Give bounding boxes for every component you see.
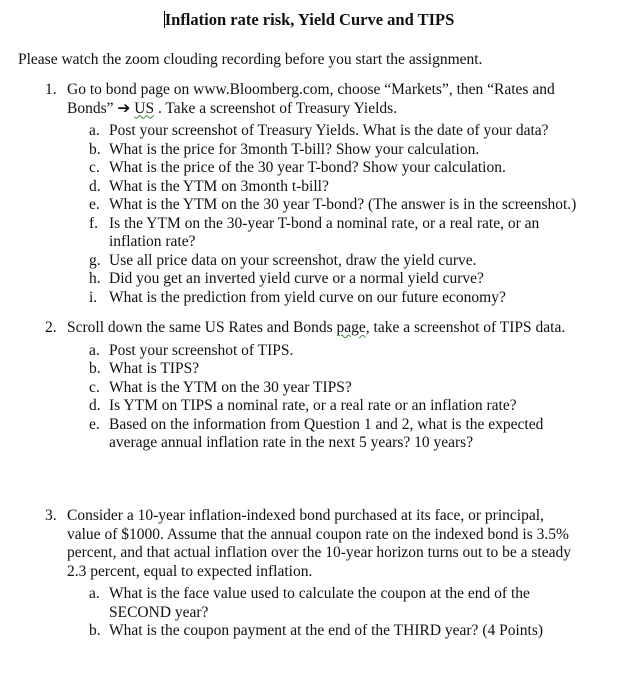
question-text [67, 544, 571, 563]
intro-paragraph: Please watch the zoom clouding recording before you start the assignment. [18, 51, 483, 68]
sub-question-list [0, 342, 618, 453]
question-number: 3. [45, 507, 57, 524]
sub-question-line [0, 434, 618, 453]
sub-question-text: Is YTM on TIPS a nominal rate, or a real rate or an inflation rate? [109, 397, 517, 414]
sub-question-line [0, 196, 618, 215]
sub-question-text: What is the face value used to calculate the coupon at the end of the [109, 585, 530, 602]
text-segment: Scroll down the same US Rates and Bonds [67, 319, 337, 336]
sub-question-line [0, 252, 618, 271]
sub-question-text: What is the YTM on 3month t-bill? [109, 177, 329, 195]
sub-question-letter: d. [89, 177, 101, 195]
sub-question-text: Is the YTM on the 30-year T-bond a nominal rate, or a real rate, or an [109, 214, 540, 232]
text-segment: Go to bond page on www.Bloomberg.com, choose “Markets”, then “Rates and [67, 81, 555, 98]
sub-question-text: What is the coupon payment at the end of the THIRD year? (4 Points) [109, 622, 544, 639]
question-text [67, 526, 569, 545]
text-segment: Consider a 10-year inflation-indexed bond purchased at its face, or principal, [67, 507, 544, 524]
sub-question-letter: a. [89, 585, 100, 602]
text-segment: . Take a screenshot of Treasury Yields. [154, 99, 398, 117]
spellcheck-flagged-word: US [134, 99, 155, 117]
question-number: 2. [45, 319, 57, 336]
sub-question-line [0, 289, 618, 308]
sub-question-letter: b. [89, 622, 101, 639]
sub-question-line [0, 585, 618, 604]
question-3 [0, 507, 618, 641]
question-text [67, 507, 544, 526]
sub-question-text: average annual inflation rate in the next 5 years? 10 years? [109, 434, 474, 451]
question-text [67, 319, 565, 338]
question-2 [0, 319, 618, 453]
sub-question-line [0, 416, 618, 435]
question-line [0, 544, 618, 563]
sub-question-letter: g. [89, 251, 101, 269]
sub-question-text: What is TIPS? [109, 360, 200, 377]
sub-question-letter: a. [89, 122, 100, 139]
question-line [0, 81, 618, 100]
question-text [67, 100, 397, 119]
sub-question-line [0, 233, 618, 252]
text-segment: value of $1000. Assume that the annual coupon rate on the indexed bond is 3.5% [67, 525, 569, 543]
spellcheck-flagged-word: page [336, 319, 366, 336]
question-text [67, 81, 555, 100]
question-1 [0, 81, 618, 307]
sub-question-list [0, 122, 618, 307]
sub-question-letter: c. [89, 378, 100, 396]
question-line [0, 563, 618, 582]
sub-question-line [0, 159, 618, 178]
question-line [0, 100, 618, 119]
text-segment: , take a screenshot of TIPS data. [365, 319, 566, 336]
sub-question-line [0, 215, 618, 234]
text-segment: percent, and that actual inflation over the 10-year horizon turns out to be a steady [67, 544, 571, 561]
sub-question-text: Post your screenshot of TIPS. [109, 341, 294, 359]
sub-question-letter: h. [89, 270, 101, 287]
sub-question-letter: b. [89, 140, 101, 158]
question-line [0, 319, 618, 338]
sub-question-line [0, 141, 618, 160]
sub-question-text: What is the YTM on the 30 year T-bond? (The answer is in the screenshot.) [109, 196, 577, 213]
document-title[interactable] [0, 10, 618, 30]
sub-question-text: Did you get an inverted yield curve or a normal yield curve? [109, 270, 484, 287]
sub-question-letter: i. [89, 288, 98, 306]
sub-question-text: What is the YTM on the 30 year TIPS? [109, 378, 352, 396]
question-line [0, 526, 618, 545]
sub-question-text: What is the prediction from yield curve on our future economy? [109, 288, 506, 306]
title-text: Inflation rate risk, Yield Curve and TIPS [164, 10, 455, 29]
sub-question-letter: f. [89, 214, 99, 232]
sub-question-letter: e. [89, 415, 100, 433]
sub-question-line [0, 270, 618, 289]
sub-question-line [0, 122, 618, 141]
sub-question-line [0, 622, 618, 641]
sub-question-letter: d. [89, 397, 101, 414]
sub-question-line [0, 360, 618, 379]
sub-question-letter: c. [89, 159, 100, 176]
sub-question-line [0, 604, 618, 623]
sub-question-text: Use all price data on your screenshot, draw the yield curve. [109, 251, 477, 269]
sub-question-line [0, 379, 618, 398]
sub-question-letter: a. [89, 341, 100, 359]
text-segment: Bonds” ➔ [67, 99, 135, 117]
sub-question-line [0, 178, 618, 197]
sub-question-list [0, 585, 618, 641]
sub-question-letter: e. [89, 196, 100, 213]
question-text [67, 563, 312, 582]
question-number: 1. [45, 81, 57, 98]
sub-question-text: SECOND year? [109, 603, 209, 621]
sub-question-text: Based on the information from Question 1 and 2, what is the expected [109, 415, 544, 433]
sub-question-line [0, 397, 618, 416]
sub-question-text: What is the price of the 30 year T-bond? Show your calculation. [109, 159, 506, 176]
sub-question-letter: b. [89, 360, 101, 377]
sub-question-text: Post your screenshot of Treasury Yields. What is the date of your data? [109, 122, 549, 139]
question-line [0, 507, 618, 526]
sub-question-text: What is the price for 3month T-bill? Show your calculation. [109, 140, 480, 158]
sub-question-line [0, 342, 618, 361]
sub-question-text: inflation rate? [109, 233, 196, 250]
text-segment: 2.3 percent, equal to expected inflation. [67, 562, 313, 580]
